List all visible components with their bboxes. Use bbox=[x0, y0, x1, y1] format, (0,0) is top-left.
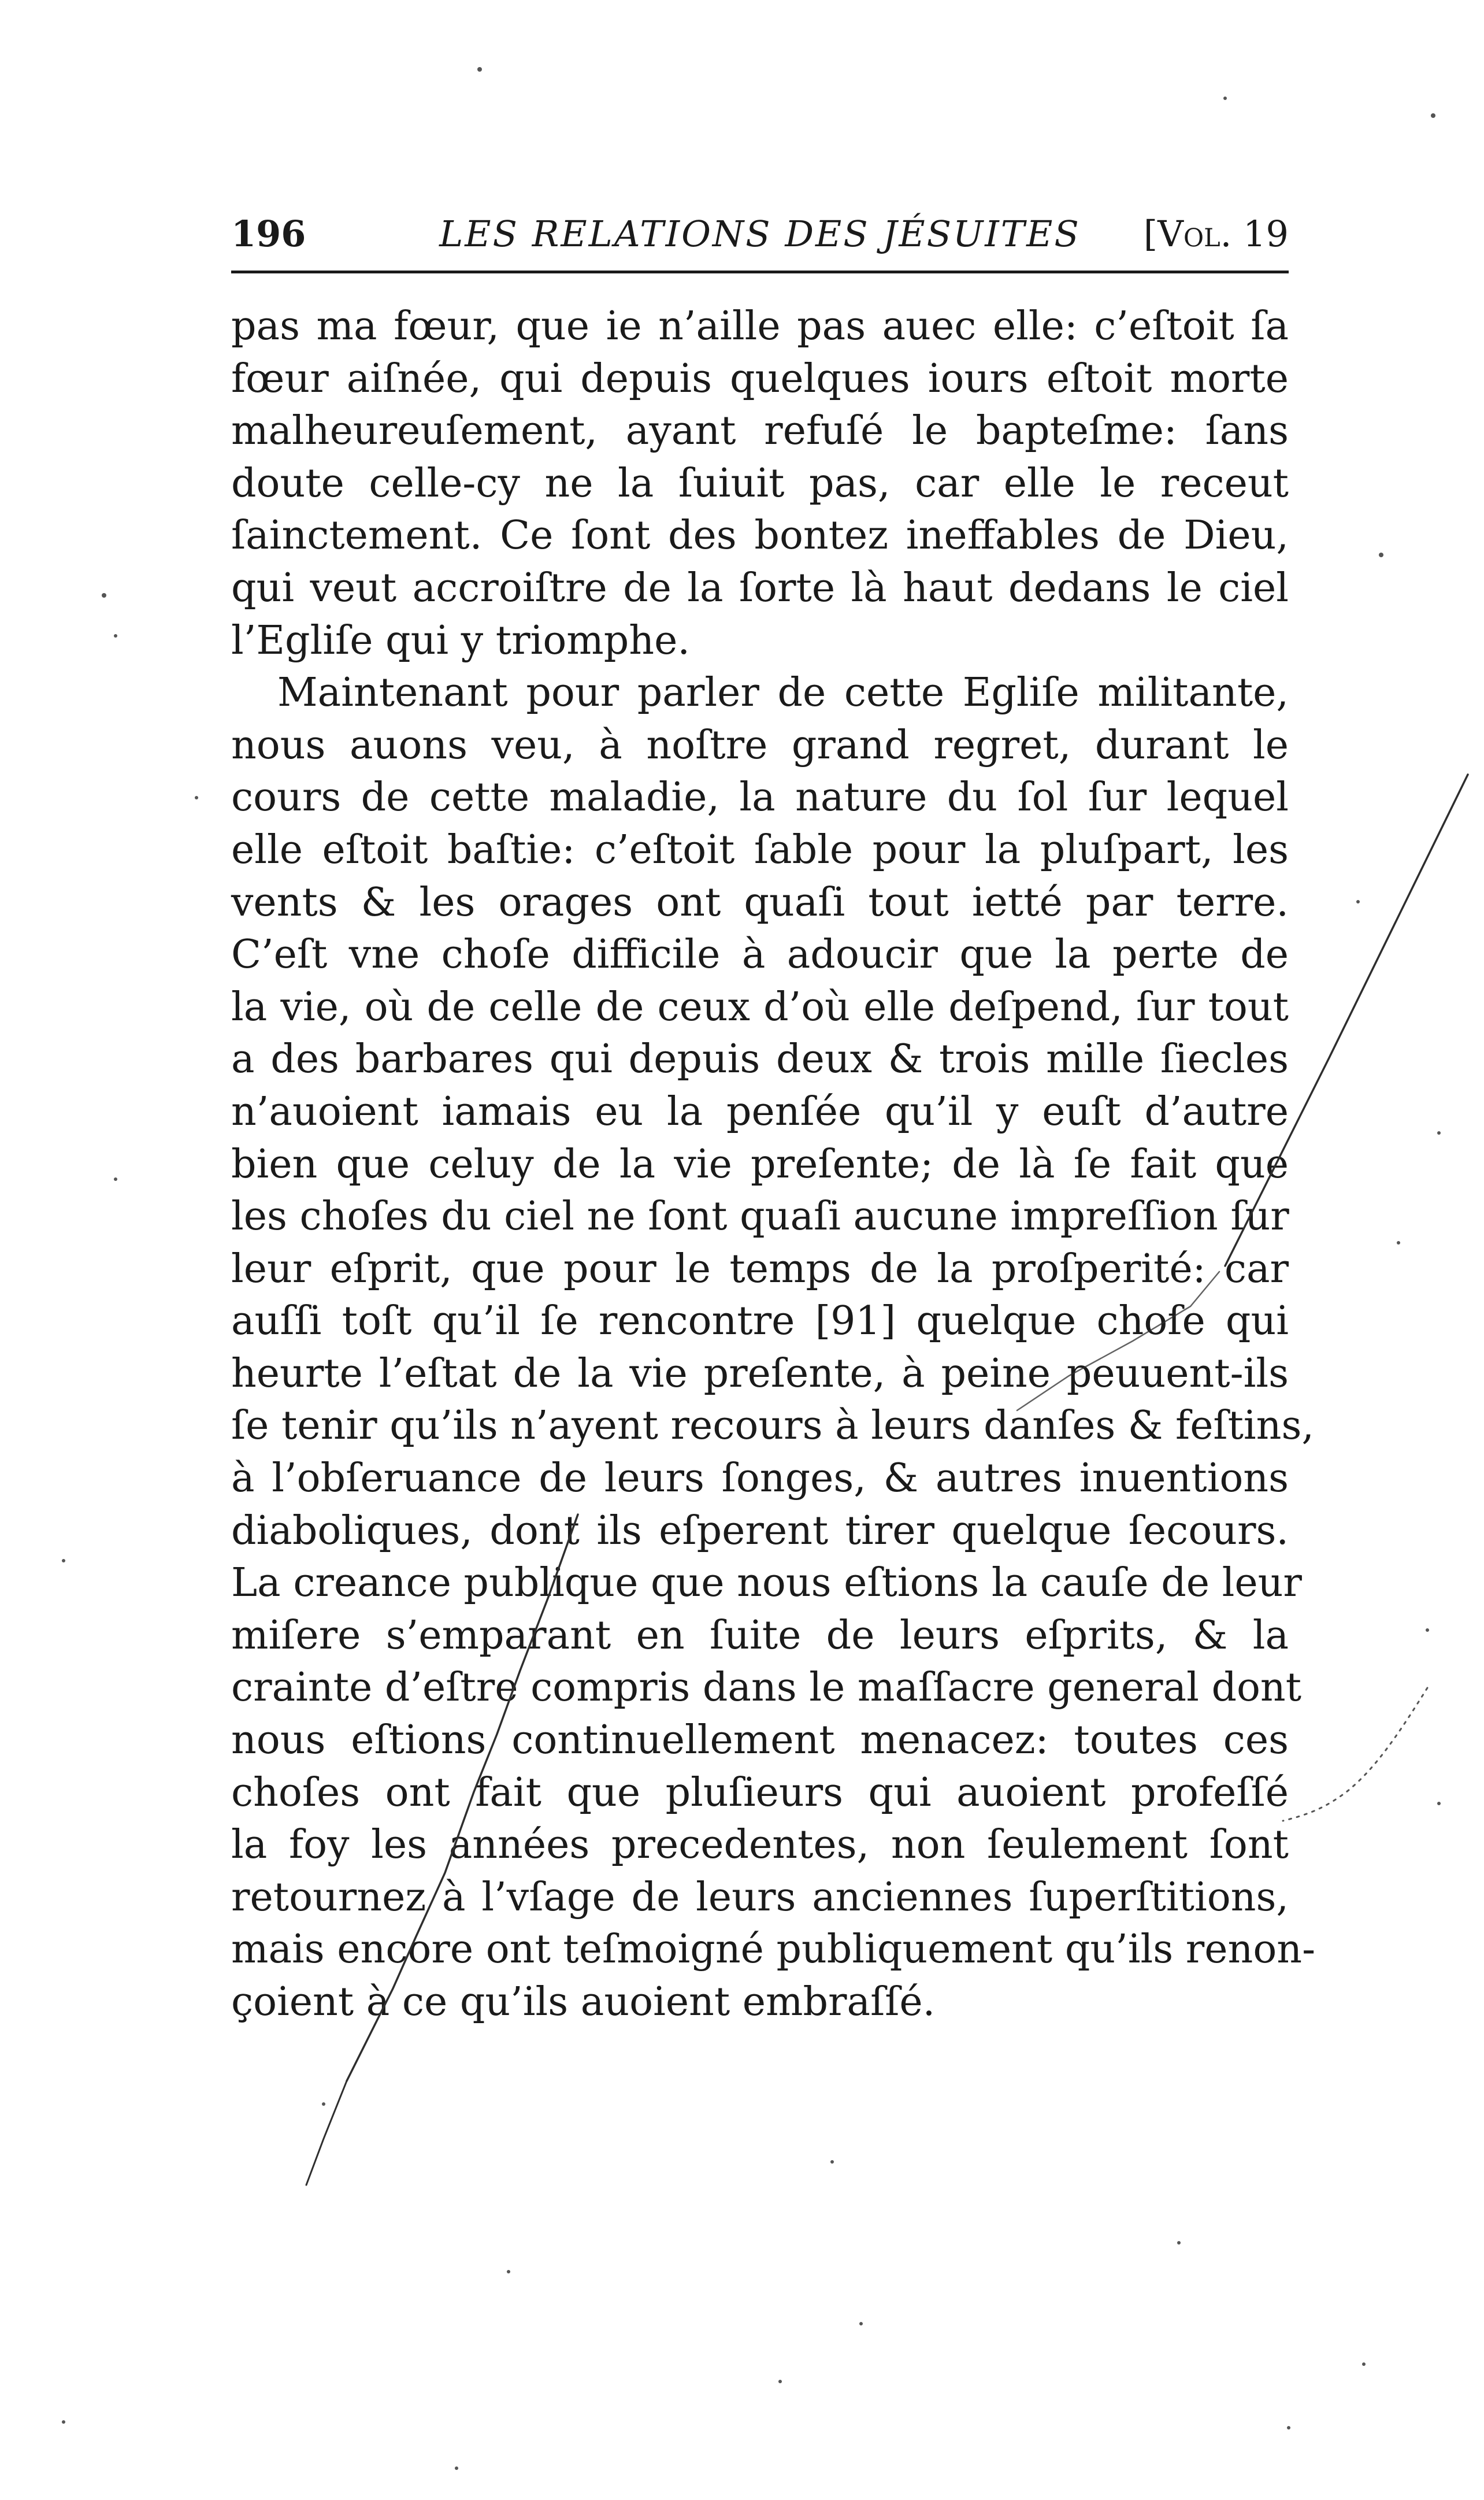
text-line: cours de cette maladie, la nature du ſol ſur lequel bbox=[231, 775, 1289, 821]
text-line: a des barbares qui depuis deux & trois mille ſiecles bbox=[231, 1036, 1289, 1083]
text-line: nous auons veu, à noſtre grand regret, durant le bbox=[231, 722, 1289, 768]
text-line: ſainctement. Ce ſont des bontez ineffables de Dieu, bbox=[231, 513, 1289, 559]
text-line: malheureuſement, ayant refuſé le bapteſme: ſans bbox=[231, 408, 1289, 454]
paragraph-2 bbox=[231, 667, 1316, 2028]
text-line: elle eſtoit baſtie: c’eſtoit ſable pour la pluſpart, les bbox=[231, 827, 1289, 873]
text-line: doute celle-cy ne la ſuiuit pas, car elle le receut bbox=[231, 460, 1289, 506]
body-text bbox=[231, 301, 1316, 2029]
text-line: ſe tenir qu’ils n’ayent recours à leurs danſes & feſtins, bbox=[231, 1403, 1314, 1449]
running-title: LES RELATIONS DES JÉSUITES bbox=[439, 213, 1081, 255]
text-line: n’auoient iamais eu la penſée qu’il y euſt d’autre bbox=[231, 1088, 1289, 1135]
text-line: les choſes du ciel ne ſont quaſi aucune impreſſion ſur bbox=[231, 1194, 1289, 1240]
text-line: choſes ont fait que pluſieurs qui auoient profeſſé bbox=[231, 1769, 1289, 1816]
volume-label: [Vol. 19 bbox=[1143, 213, 1289, 255]
text-line: auſſi toſt qu’il ſe rencontre [91] quelque choſe qui bbox=[231, 1298, 1289, 1345]
text-line: çoient à ce qu’ils auoient embraſſé. bbox=[231, 1979, 936, 2025]
pencil-line bbox=[306, 2081, 347, 2185]
text-line: l’Egliſe qui y triomphe. bbox=[231, 617, 690, 664]
text-line: mais encore ont teſmoigné publiquement qu’ils renon- bbox=[231, 1927, 1316, 1973]
text-line: miſere s’emparant en ſuite de leurs eſprits, & la bbox=[231, 1612, 1289, 1658]
text-line: bien que celuy de la vie preſente; de là ſe fait que bbox=[231, 1141, 1289, 1187]
text-line: La creance publique que nous eſtions la cauſe de leur bbox=[231, 1560, 1302, 1606]
text-line: heurte l’eſtat de la vie preſente, à peine peuuent-ils bbox=[231, 1350, 1289, 1397]
page-number: 196 bbox=[231, 213, 306, 255]
text-line: qui veut accroiſtre de la ſorte là haut dedans le ciel bbox=[231, 565, 1289, 611]
text-line: C’eſt vne choſe difficile à adoucir que la perte de bbox=[231, 932, 1289, 978]
pencil-dotted-curve bbox=[1283, 1688, 1427, 1821]
text-line: retournez à l’vſage de leurs anciennes ſuperſtitions, bbox=[231, 1874, 1289, 1920]
text-line: la vie, où de celle de ceux d’où elle deſpend, ſur tout bbox=[231, 984, 1289, 1030]
text-line: Maintenant pour parler de cette Egliſe militante, bbox=[277, 670, 1289, 716]
text-line: crainte d’eſtre compris dans le maſſacre general dont bbox=[231, 1665, 1302, 1711]
text-line: à l’obſeruance de leurs ſonges, & autres inuentions bbox=[231, 1455, 1289, 1502]
text-line: nous eſtions continuellement menacez: toutes ces bbox=[231, 1717, 1289, 1764]
header-rule bbox=[231, 271, 1289, 273]
text-line: fœur aiſnée, qui depuis quelques iours eſtoit morte bbox=[231, 355, 1289, 402]
text-line: diaboliques, dont ils eſperent tirer quelque ſecours. bbox=[231, 1508, 1289, 1554]
text-line: leur eſprit, que pour le temps de la proſperité: car bbox=[231, 1246, 1289, 1292]
text-line: vents & les orages ont quaſi tout ietté par terre. bbox=[231, 879, 1289, 925]
text-line: la foy les années precedentes, non ſeulement ſont bbox=[231, 1822, 1289, 1868]
running-head bbox=[231, 208, 1289, 260]
paragraph-1 bbox=[231, 301, 1289, 667]
text-line: pas ma fœur, que ie n’aille pas auec elle: c’eſtoit ſa bbox=[231, 303, 1289, 349]
